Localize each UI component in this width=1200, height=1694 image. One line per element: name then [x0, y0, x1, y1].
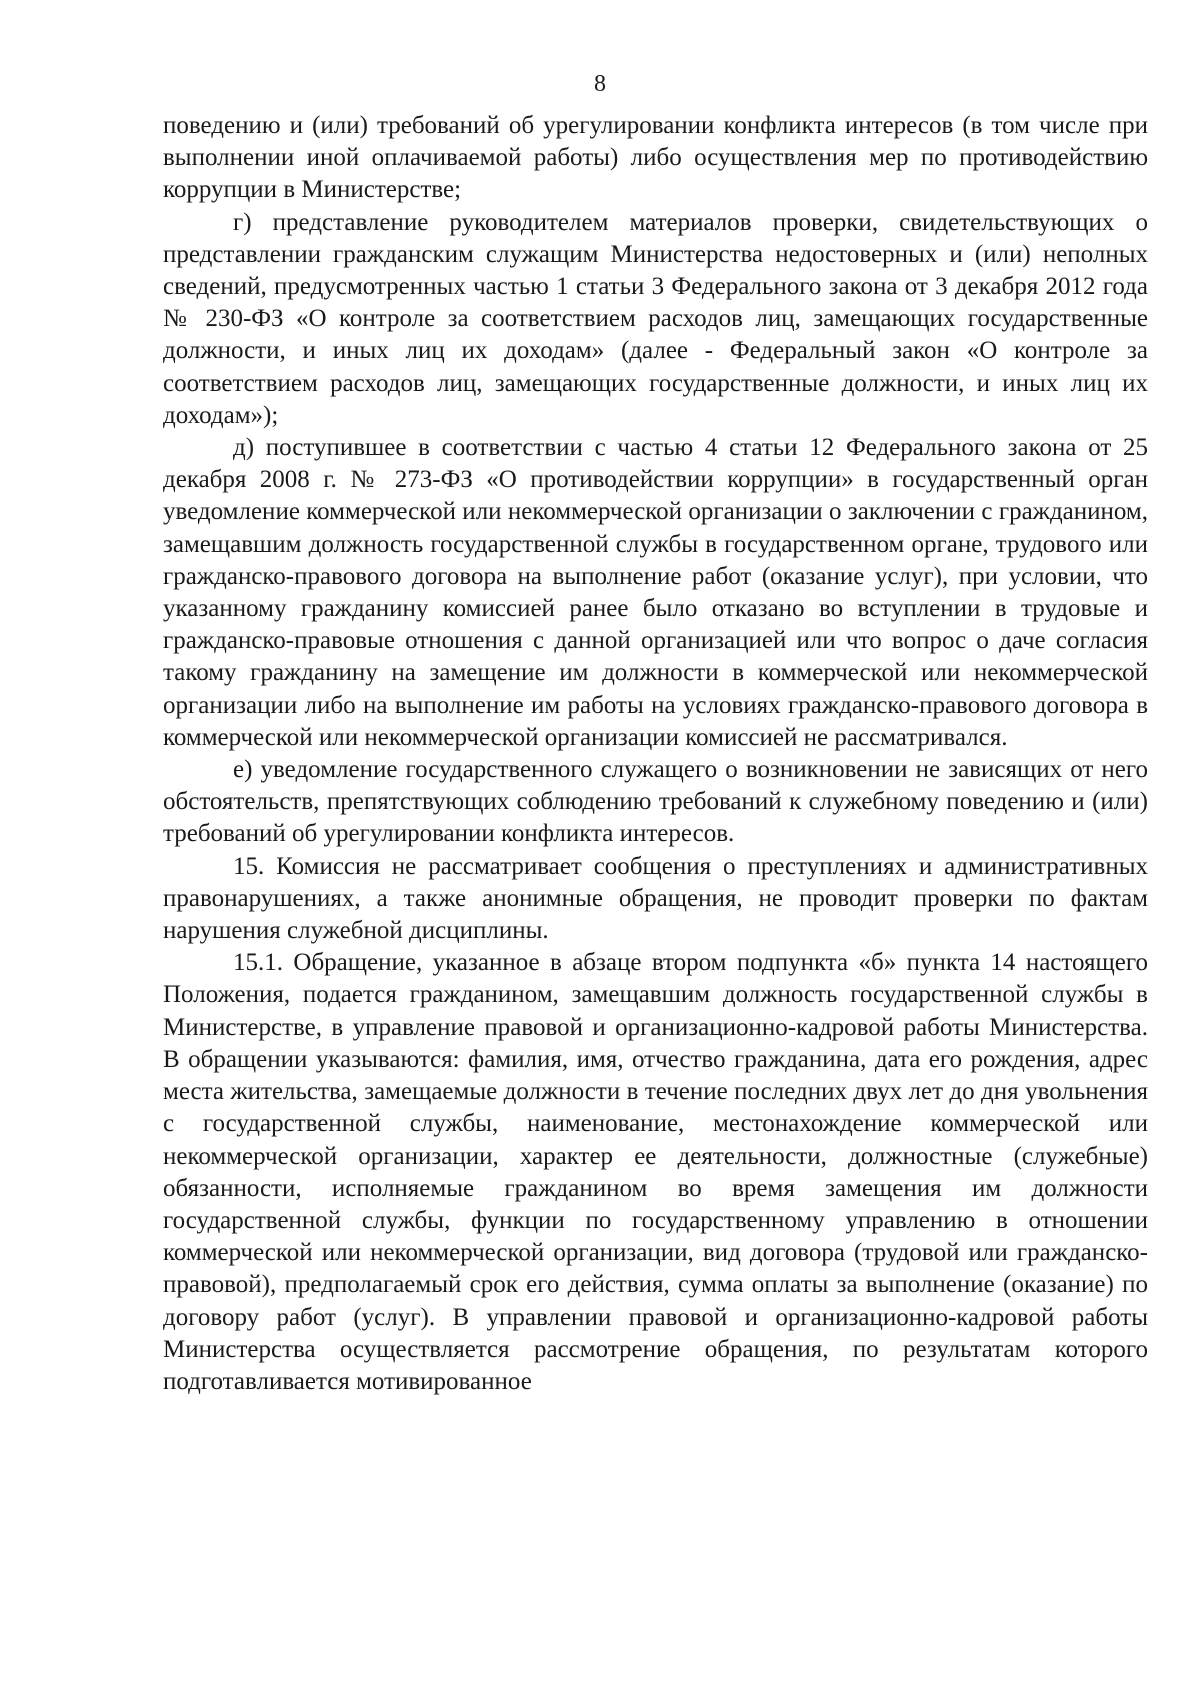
- paragraph-item-e: е) уведомление государственного служащего о возникновении не зависящих от него обстоятельств, препятствующих соблюдению требований к служебному поведению и (или) требований об урегулировании конфликта интересов.: [163, 756, 1148, 848]
- page-number: 8: [594, 71, 606, 97]
- paragraph-15: 15. Комиссия не рассматривает сообщения о преступлениях и административных правонарушениях, а также анонимные обращения, не проводит проверки по фактам нарушения служебной дисциплины.: [163, 852, 1148, 945]
- document-body: [163, 110, 1148, 1398]
- paragraph-15-1: 15.1. Обращение, указанное в абзаце втором подпункта «б» пункта 14 настоящего Положения, подается гражданином, замещавшим должность государственной службы в Министерстве, в управление правовой и организационно-кадровой работы Министерства. В обращении указываются: фамилия, имя, отчество гражданина, дата его рождения, адрес места жительства, замещаемые должности в течение последних двух лет до дня увольнения с государственной службы, наименование, местонахождение коммерческой или некоммерческой организации, характер ее деятельности, должностные (служебные) обязанности, исполняемые гражданином во время замещения им должности государственной службы, функции по государственному управлению в отношении коммерческой или некоммерческой организации, вид договора (трудовой или гражданско-правовой), предполагаемый срок его действия, сумма оплаты за выполнение (оказание) по договору работ (услуг). В управлении правовой и организационно-кадровой работы Министерства осуществляется рассмотрение обращения, по результатам которого подготавливается мотивированное: [163, 949, 1148, 1395]
- paragraph-item-g: г) представление руководителем материалов проверки, свидетельствующих о представлении гражданским служащим Министерства недостоверных и (или) неполных сведений, предусмотренных частью 1 статьи 3 Федерального закона от 3 декабря 2012 года № 230-ФЗ «О контроле за соответствием расходов лиц, замещающих государственные должности, и иных лиц их доходам» (далее - Федеральный закон «О контроле за соответствием расходов лиц, замещающих государственные должности, и иных лиц их доходам»);: [163, 208, 1148, 429]
- paragraph-item-d: д) поступившее в соответствии с частью 4 статьи 12 Федерального закона от 25 декабря 2008 г. № 273-ФЗ «О противодействии коррупции» в государственный орган уведомление коммерческой или некоммерческой организации о заключении с гражданином, замещавшим должность государственной службы в государственном органе, трудового или гражданско-правового договора на выполнение работ (оказание услуг), при условии, что указанному гражданину комиссией ранее было отказано во вступлении в трудовые и гражданско-правовые отношения с данной организацией или что вопрос о даче согласия такому гражданину на замещение им должности в коммерческой или некоммерческой организации либо на выполнение им работы на условиях гражданско-правового договора в коммерческой или некоммерческой организации комиссией не рассматривался.: [163, 434, 1148, 751]
- paragraph-continuation: поведению и (или) требований об урегулировании конфликта интересов (в том числе при выполнении иной оплачиваемой работы) либо осуществления мер по противодействию коррупции в Министерстве;: [163, 112, 1148, 204]
